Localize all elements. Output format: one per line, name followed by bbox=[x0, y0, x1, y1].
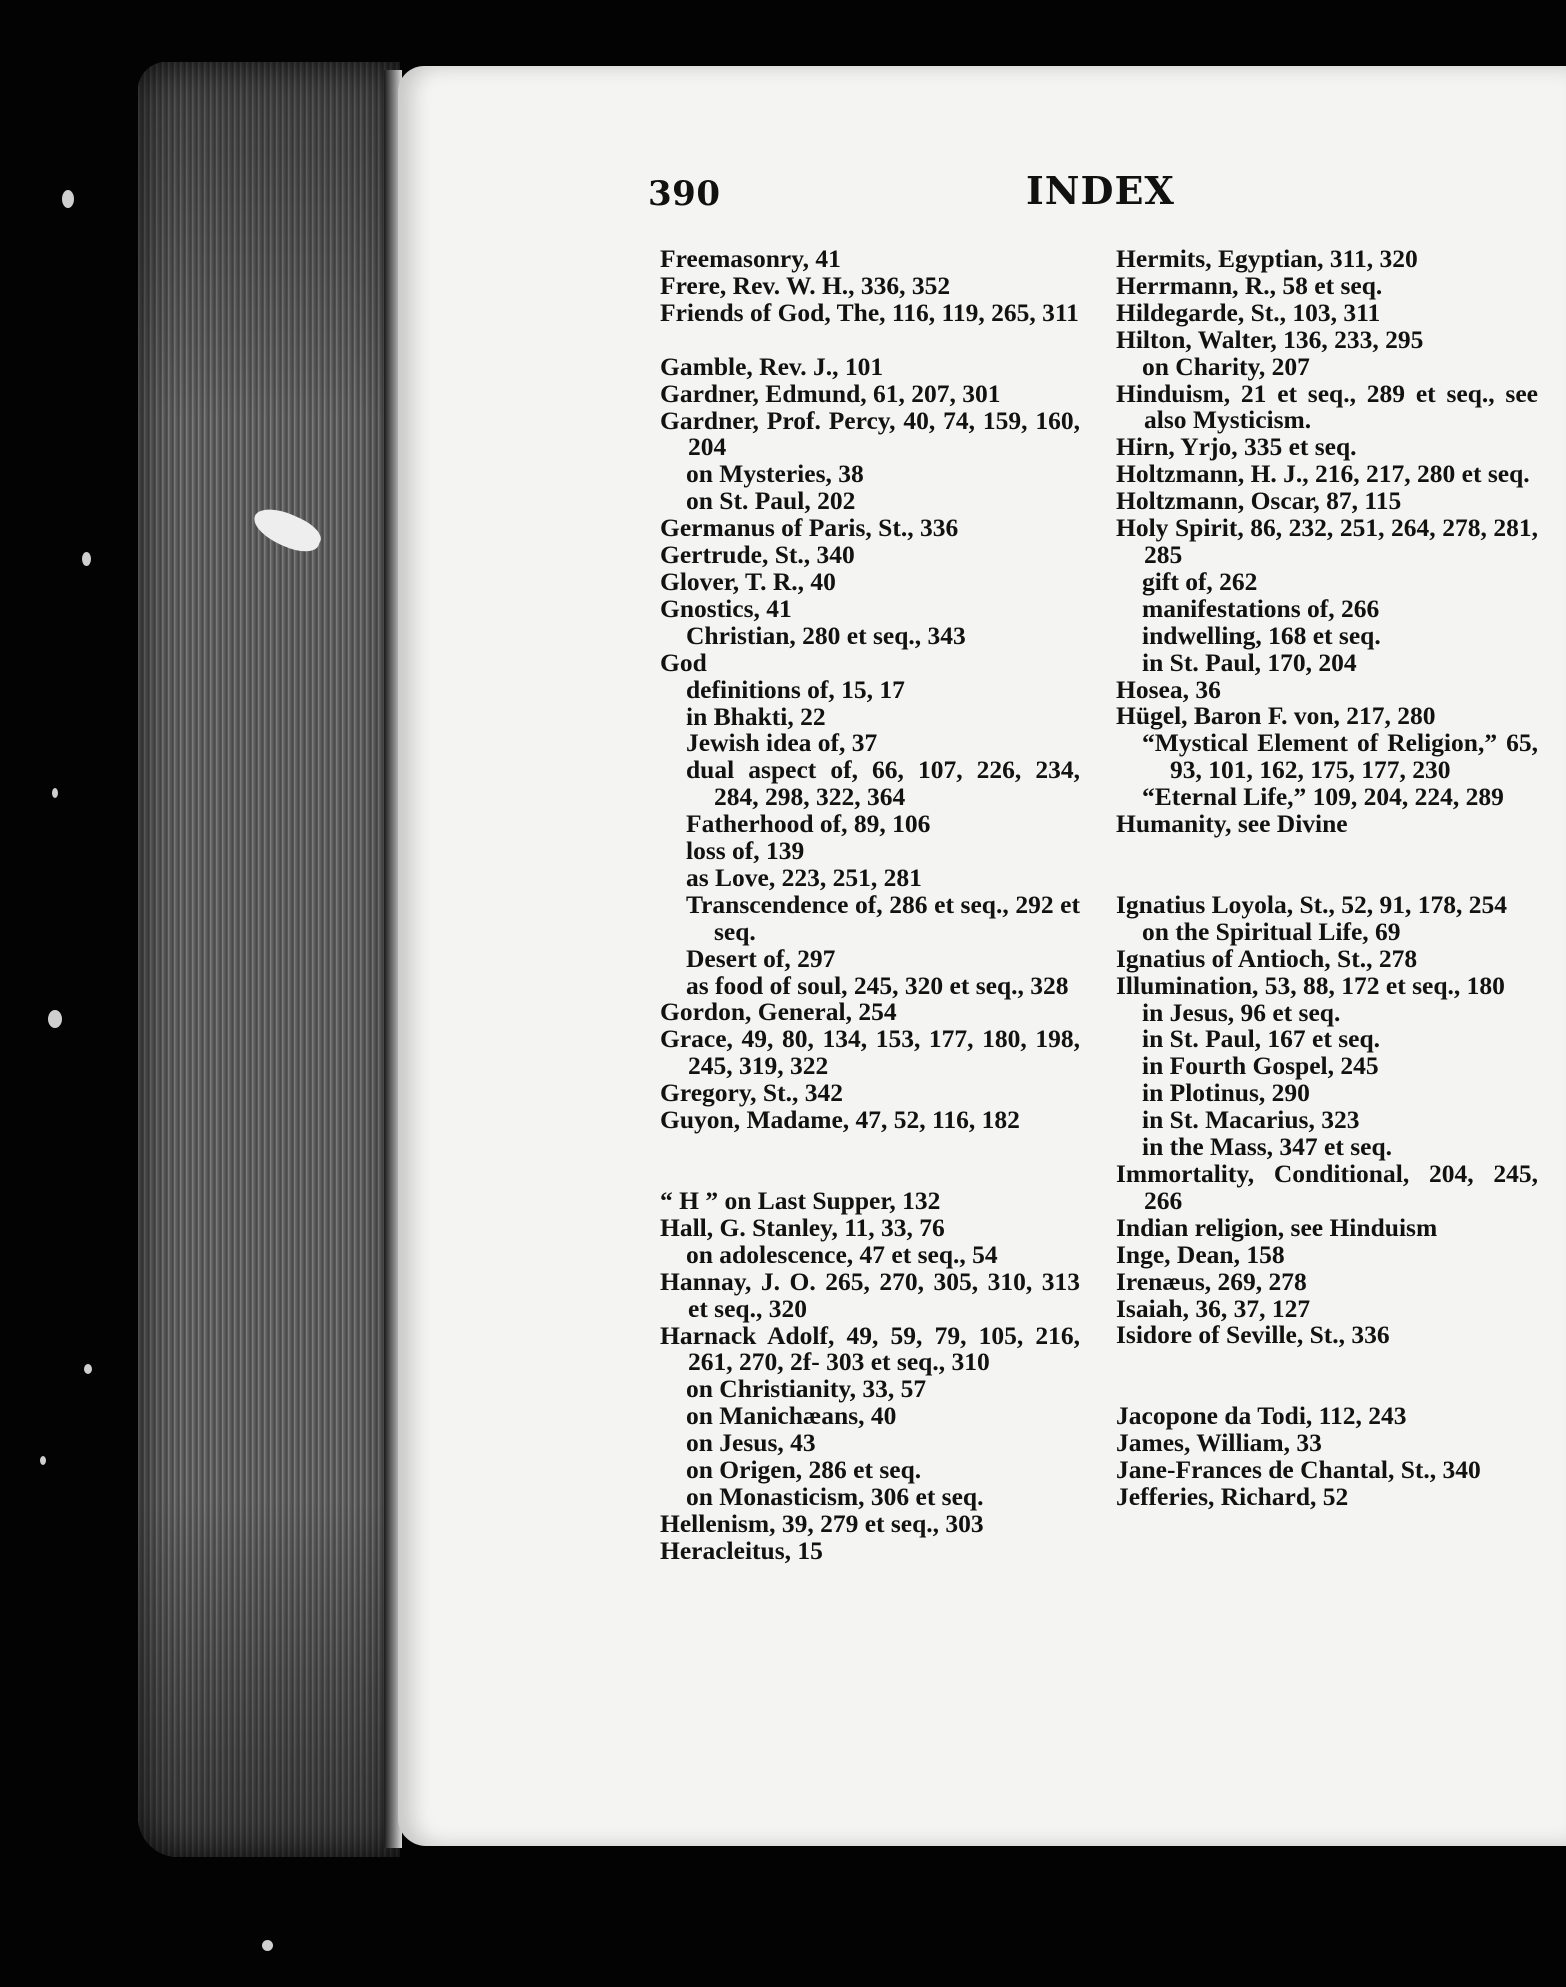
index-entry: Holy Spirit, 86, 232, 251, 264, 278, 281, 285 bbox=[1116, 513, 1538, 569]
index-entry: Hildegarde, St., 103, 311 bbox=[1116, 297, 1381, 327]
index-entry: “ H ” on Last Supper, 132 bbox=[660, 1186, 941, 1215]
page-header bbox=[648, 168, 1175, 218]
index-entry: Hermits, Egyptian, 311, 320 bbox=[1116, 244, 1418, 273]
index-entry: Friends of God, The, 116, 119, 265, 311 bbox=[660, 297, 1079, 327]
dust-speck bbox=[262, 1940, 273, 1951]
index-entry: Humanity, see Divine bbox=[1116, 809, 1348, 839]
index-entry: Irenæus, 269, 278 bbox=[1116, 1266, 1307, 1296]
index-subentry: loss of, 139 bbox=[686, 836, 805, 866]
page-edges bbox=[138, 62, 400, 1857]
index-entry: James, William, 33 bbox=[1116, 1428, 1322, 1458]
index-entry: Gordon, General, 254 bbox=[660, 997, 897, 1027]
index-subentry: on Charity, 207 bbox=[1142, 351, 1310, 381]
index-entry: Glover, T. R., 40 bbox=[660, 566, 836, 596]
index-entry: Ignatius Loyola, St., 52, 91, 178, 254 bbox=[1116, 889, 1508, 919]
index-subentry: on Monasticism, 306 et seq. bbox=[686, 1481, 984, 1511]
index-entry: God bbox=[660, 647, 707, 677]
index-subentry: in Bhakti, 22 bbox=[686, 701, 826, 731]
index-entry: Immortality, Conditional, 204, 245, 266 bbox=[1116, 1159, 1538, 1215]
index-subentry: definitions of, 15, 17 bbox=[686, 674, 905, 704]
dust-speck bbox=[82, 552, 91, 566]
dust-speck bbox=[48, 1010, 62, 1028]
page-title: INDEX bbox=[1026, 168, 1175, 213]
index-entry: Harnack Adolf, 49, 59, 79, 105, 216, 261, 270, 2f- 303 et seq., 310 bbox=[660, 1320, 1080, 1377]
index-entry: Hilton, Walter, 136, 233, 295 bbox=[1116, 324, 1424, 354]
index-entry: Germanus of Paris, St., 336 bbox=[660, 513, 959, 543]
index-entry: Gardner, Prof. Percy, 40, 74, 159, 160, 204 bbox=[660, 405, 1080, 462]
index-subentry: as food of soul, 245, 320 et seq., 328 bbox=[686, 970, 1069, 1000]
index-subentry: manifestations of, 266 bbox=[1142, 593, 1380, 623]
index-subentry: “Eternal Life,” 109, 204, 224, 289 bbox=[1142, 782, 1504, 812]
index-entry: Jefferies, Richard, 52 bbox=[1116, 1482, 1349, 1512]
index-entry: Heracleitus, 15 bbox=[660, 1535, 823, 1565]
index-entry: Jacopone da Todi, 112, 243 bbox=[1116, 1401, 1407, 1431]
index-entry: Isaiah, 36, 37, 127 bbox=[1116, 1293, 1311, 1323]
index-subentry: on Jesus, 43 bbox=[686, 1428, 816, 1458]
index-subentry: on Manichæans, 40 bbox=[686, 1401, 897, 1431]
index-entry: Hinduism, 21 et seq., 289 et seq., see also Mysticism. bbox=[1116, 378, 1538, 435]
page-number: 390 bbox=[648, 174, 721, 214]
index-entry: Gertrude, St., 340 bbox=[660, 540, 855, 570]
index-subentry: in St. Macarius, 323 bbox=[1142, 1105, 1360, 1135]
section-gap bbox=[660, 327, 1080, 354]
index-subentry: as Love, 223, 251, 281 bbox=[686, 862, 922, 892]
index-entry: Jane-Frances de Chantal, St., 340 bbox=[1116, 1455, 1481, 1485]
index-entry: Holtzmann, H. J., 216, 217, 280 et seq. bbox=[1116, 459, 1530, 489]
index-subentry: in St. Paul, 170, 204 bbox=[1142, 647, 1357, 677]
dust-speck bbox=[40, 1456, 46, 1465]
index-subentry: on adolescence, 47 et seq., 54 bbox=[686, 1239, 998, 1269]
dust-speck bbox=[84, 1364, 92, 1374]
index-subentry: Jewish idea of, 37 bbox=[686, 728, 878, 758]
index-entry: Inge, Dean, 158 bbox=[1116, 1239, 1285, 1269]
index-subentry: in the Mass, 347 et seq. bbox=[1142, 1132, 1393, 1162]
index-entry: Hirn, Yrjo, 335 et seq. bbox=[1116, 432, 1357, 462]
index-entry: Gnostics, 41 bbox=[660, 593, 792, 623]
index-entry: Grace, 49, 80, 134, 153, 177, 180, 198, 245, 319, 322 bbox=[660, 1024, 1080, 1081]
index-subentry: “Mystical Element of Religion,” 65, 93, 101, 162, 175, 177, 230 bbox=[1142, 728, 1538, 785]
index-subentry: indwelling, 168 et seq. bbox=[1142, 620, 1381, 650]
dust-speck bbox=[62, 190, 74, 208]
index-entry: Hügel, Baron F. von, 217, 280 bbox=[1116, 701, 1436, 731]
index-entry: Hellenism, 39, 279 et seq., 303 bbox=[660, 1508, 984, 1538]
index-entry: Indian religion, see Hinduism bbox=[1116, 1212, 1438, 1242]
index-entry: Gregory, St., 342 bbox=[660, 1078, 843, 1108]
index-subentry: on Mysteries, 38 bbox=[686, 459, 864, 489]
index-subentry: in Plotinus, 290 bbox=[1142, 1078, 1310, 1108]
index-entry: Herrmann, R., 58 et seq. bbox=[1116, 270, 1383, 300]
section-gap bbox=[1116, 838, 1538, 892]
section-gap bbox=[660, 1134, 1080, 1188]
index-entry: Gamble, Rev. J., 101 bbox=[660, 351, 884, 381]
index-entry: Freemasonry, 41 bbox=[660, 244, 841, 273]
index-entry: Isidore of Seville, St., 336 bbox=[1116, 1320, 1390, 1350]
index-entry: Ignatius of Antioch, St., 278 bbox=[1116, 943, 1418, 973]
index-subentry: Fatherhood of, 89, 106 bbox=[686, 809, 931, 839]
index-entry: Hosea, 36 bbox=[1116, 674, 1221, 704]
index-column-left bbox=[660, 246, 1080, 1565]
index-subentry: on Christianity, 33, 57 bbox=[686, 1374, 927, 1404]
index-subentry: in Fourth Gospel, 245 bbox=[1142, 1051, 1379, 1081]
index-subentry: on St. Paul, 202 bbox=[686, 486, 856, 516]
index-subentry: dual aspect of, 66, 107, 226, 234, 284, 298, 322, 364 bbox=[686, 755, 1080, 812]
index-entry: Frere, Rev. W. H., 336, 352 bbox=[660, 270, 951, 300]
section-gap bbox=[1116, 1349, 1538, 1403]
index-entry: Holtzmann, Oscar, 87, 115 bbox=[1116, 486, 1402, 516]
index-subentry: Transcendence of, 286 et seq., 292 et seq. bbox=[686, 889, 1080, 946]
index-entry: Hannay, J. O. 265, 270, 305, 310, 313 et seq., 320 bbox=[660, 1266, 1080, 1323]
index-subentry: Desert of, 297 bbox=[686, 943, 836, 973]
index-subentry: on Origen, 286 et seq. bbox=[686, 1455, 922, 1485]
index-entry: Gardner, Edmund, 61, 207, 301 bbox=[660, 378, 1001, 408]
index-subentry: Christian, 280 et seq., 343 bbox=[686, 620, 966, 650]
index-entry: Illumination, 53, 88, 172 et seq., 180 bbox=[1116, 970, 1505, 1000]
index-column-right bbox=[1116, 246, 1538, 1511]
index-subentry: in Jesus, 96 et seq. bbox=[1142, 997, 1341, 1027]
dust-speck bbox=[52, 788, 58, 798]
index-entry: Guyon, Madame, 47, 52, 116, 182 bbox=[660, 1105, 1020, 1135]
index-entry: Hall, G. Stanley, 11, 33, 76 bbox=[660, 1212, 945, 1242]
index-subentry: on the Spiritual Life, 69 bbox=[1142, 916, 1401, 946]
index-subentry: gift of, 262 bbox=[1142, 566, 1258, 596]
index-subentry: in St. Paul, 167 et seq. bbox=[1142, 1024, 1381, 1054]
